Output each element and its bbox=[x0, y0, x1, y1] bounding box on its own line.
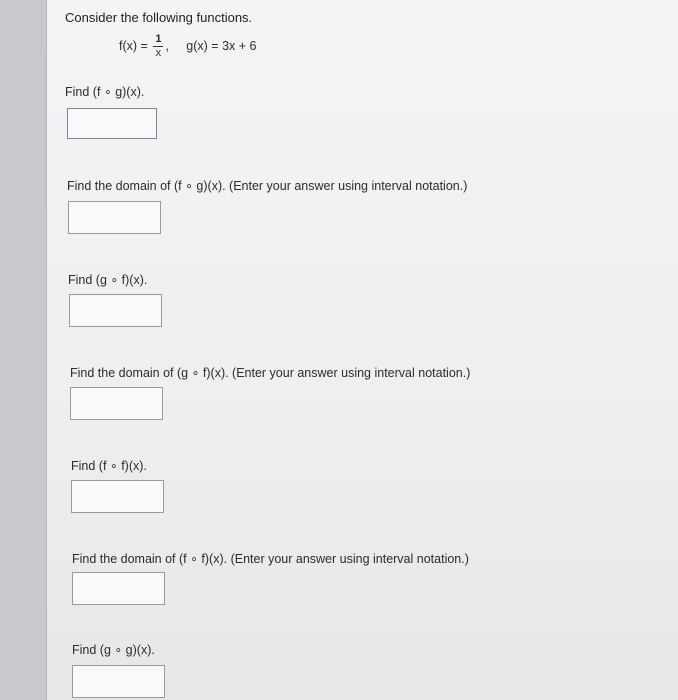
question-7-prompt: Find (g ∘ g)(x). bbox=[72, 643, 155, 657]
g-definition: g(x) = 3x + 6 bbox=[186, 38, 257, 53]
question-2-prompt: Find the domain of (f ∘ g)(x). (Enter your answer using interval notation.) bbox=[67, 179, 468, 193]
f-fraction bbox=[153, 34, 163, 59]
question-6-prompt: Find the domain of (f ∘ f)(x). (Enter your answer using interval notation.) bbox=[72, 552, 469, 566]
answer-input-7[interactable] bbox=[72, 665, 165, 698]
answer-input-1[interactable] bbox=[67, 108, 157, 139]
question-3-prompt: Find (g ∘ f)(x). bbox=[68, 273, 148, 287]
intro-text: Consider the following functions. bbox=[65, 10, 253, 25]
answer-input-5[interactable] bbox=[71, 480, 164, 513]
question-4-prompt: Find the domain of (g ∘ f)(x). (Enter your answer using interval notation.) bbox=[70, 366, 471, 380]
answer-input-4[interactable] bbox=[70, 387, 163, 420]
answer-input-2[interactable] bbox=[68, 201, 161, 234]
f-separator: , bbox=[165, 38, 169, 53]
f-denominator: x bbox=[155, 47, 162, 59]
f-numerator: 1 bbox=[155, 33, 162, 45]
question-page bbox=[46, 0, 678, 700]
f-prefix: f(x) = bbox=[119, 38, 148, 53]
answer-input-3[interactable] bbox=[69, 294, 162, 327]
question-1-prompt: Find (f ∘ g)(x). bbox=[65, 85, 145, 99]
answer-input-6[interactable] bbox=[72, 572, 165, 605]
function-definitions bbox=[119, 34, 256, 59]
question-5-prompt: Find (f ∘ f)(x). bbox=[71, 459, 147, 473]
